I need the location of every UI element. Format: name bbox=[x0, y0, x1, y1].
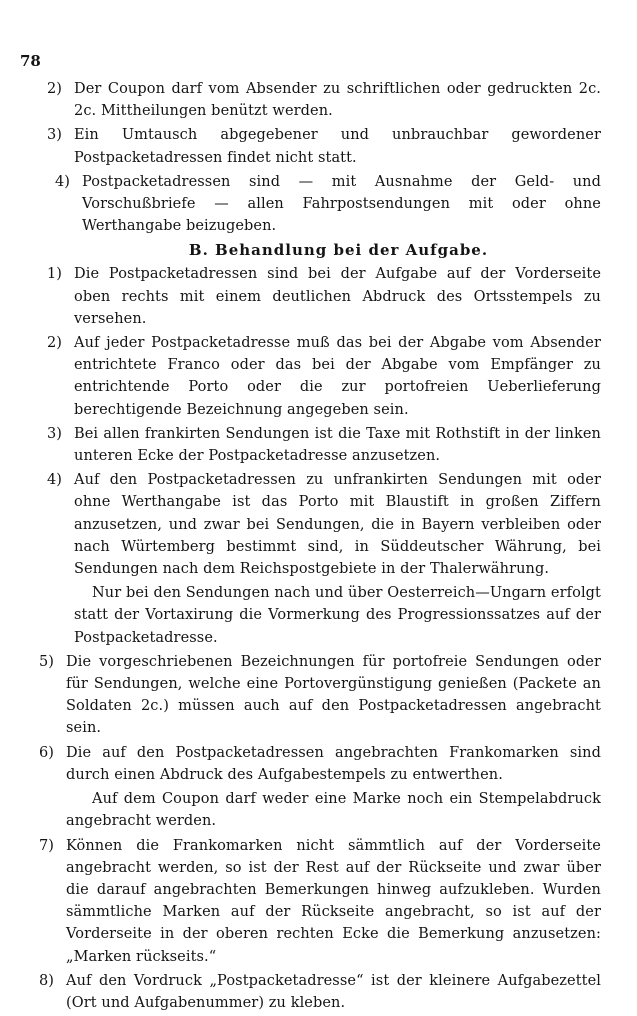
item-text: Auf den Vordruck „Postpacketadresse“ ist der kleinere Aufgabezettel (Ort und Aufgabenummer) zu kleben. bbox=[66, 972, 601, 1011]
item-number: 2) bbox=[47, 81, 62, 97]
item-number: 5) bbox=[39, 653, 54, 670]
item-text: Postpacketadressen sind — mit Ausnahme der Geld- und Vorschußbriefe — allen Fahrpostsendungen mit oder ohne Werthangabe beizugeben. bbox=[82, 173, 601, 235]
item-number: 3) bbox=[47, 425, 62, 442]
item-text: Nur bei den Sendungen nach und über Oesterreich—Ungarn erfolgt statt der Vortaxirung die Vormerkung des Progressionssatzes auf der Postpacketadresse. bbox=[74, 585, 601, 646]
item-text: Auf jeder Postpacketadresse muß das bei der Abgabe vom Absender entrichtete Franco oder das bei der Abgabe vom Empfänger zu entrichtende Porto oder die zur portofreien Ueberlieferung berechtigende Bezeichnung angegeben sein. bbox=[74, 335, 601, 418]
item-number: 4) bbox=[55, 173, 70, 190]
item-number: 3) bbox=[47, 127, 62, 144]
list-item bbox=[0, 970, 637, 1014]
list-item bbox=[0, 651, 637, 740]
item-number: 4) bbox=[47, 472, 62, 489]
item-text: Können die Frankomarken nicht sämmtlich auf der Vorderseite angebracht werden, so ist der Rest auf der Rückseite und zwar über die darauf angebrachten Bemerkungen hinweg aufzukleben. Wurden sämmtliche Marken auf der Rückseite angebracht, so ist auf der Vorderseite in der oberen rechten Ecke die Bemerkung anzusetzen: „Marken rückseits.“ bbox=[66, 837, 601, 965]
list-item bbox=[0, 124, 637, 168]
item-text: Die auf den Postpacketadressen angebrachten Frankomarken sind durch einen Abdruck des Aufgabestempels zu entwerthen. bbox=[66, 744, 601, 783]
page-body bbox=[0, 78, 637, 1016]
list-item bbox=[0, 263, 637, 330]
item-text: Die vorgeschriebenen Bezeichnungen für portofreie Sendungen oder für Sendungen, welche eine Portovergünstigung genießen (Packete an Soldaten 2c.) müssen auch auf den Postpacketadressen angebracht sein. bbox=[66, 653, 601, 737]
item-text: Die Postpacketadressen sind bei der Aufgabe auf der Vorderseite oben rechts mit einem deutlichen Abdruck des Ortsstempels zu versehen. bbox=[74, 266, 601, 327]
list-item bbox=[0, 332, 637, 421]
list-item bbox=[0, 423, 637, 467]
list-item bbox=[0, 171, 637, 238]
item-number: 6) bbox=[39, 744, 54, 761]
page-number: 78 bbox=[20, 52, 41, 70]
item-number: 2) bbox=[47, 335, 62, 352]
item-text: Auf den Postpacketadressen zu unfrankirten Sendungen mit oder ohne Werthangabe ist das Porto mit Blaustift in großen Ziffern anzusetzen, und zwar bei Sendungen, die in Bayern verbleiben oder nach Würtemberg bestimmt sind, in Süddeutscher Währung, bei Sendungen nach dem Reichspostgebiete in der Thalerwährung. bbox=[74, 472, 601, 578]
item-number: 8) bbox=[39, 972, 54, 989]
item-text: Bei allen frankirten Sendungen ist die Taxe mit Rothstift in der linken unteren Ecke der Postpacketadresse anzusetzen. bbox=[74, 425, 601, 465]
section-heading: B. Behandlung bei der Aufgabe. bbox=[188, 241, 489, 260]
list-item bbox=[0, 742, 637, 786]
list-item bbox=[0, 582, 637, 649]
item-text: Der Coupon darf vom Absender zu schriftlichen oder gedruckten 2c. 2c. Mittheilungen benützt werden. bbox=[74, 81, 601, 120]
list-item bbox=[0, 788, 637, 832]
list-item bbox=[0, 835, 637, 968]
item-text: Auf dem Coupon darf weder eine Marke noch ein Stempelabdruck angebracht werden. bbox=[66, 791, 601, 830]
item-number: 1) bbox=[47, 266, 62, 283]
item-number: 7) bbox=[39, 837, 54, 854]
item-text: Ein Umtausch abgegebener und unbrauchbar gewordener Postpacketadressen findet nicht statt. bbox=[74, 127, 601, 166]
list-item bbox=[0, 78, 637, 122]
list-item bbox=[0, 469, 637, 580]
